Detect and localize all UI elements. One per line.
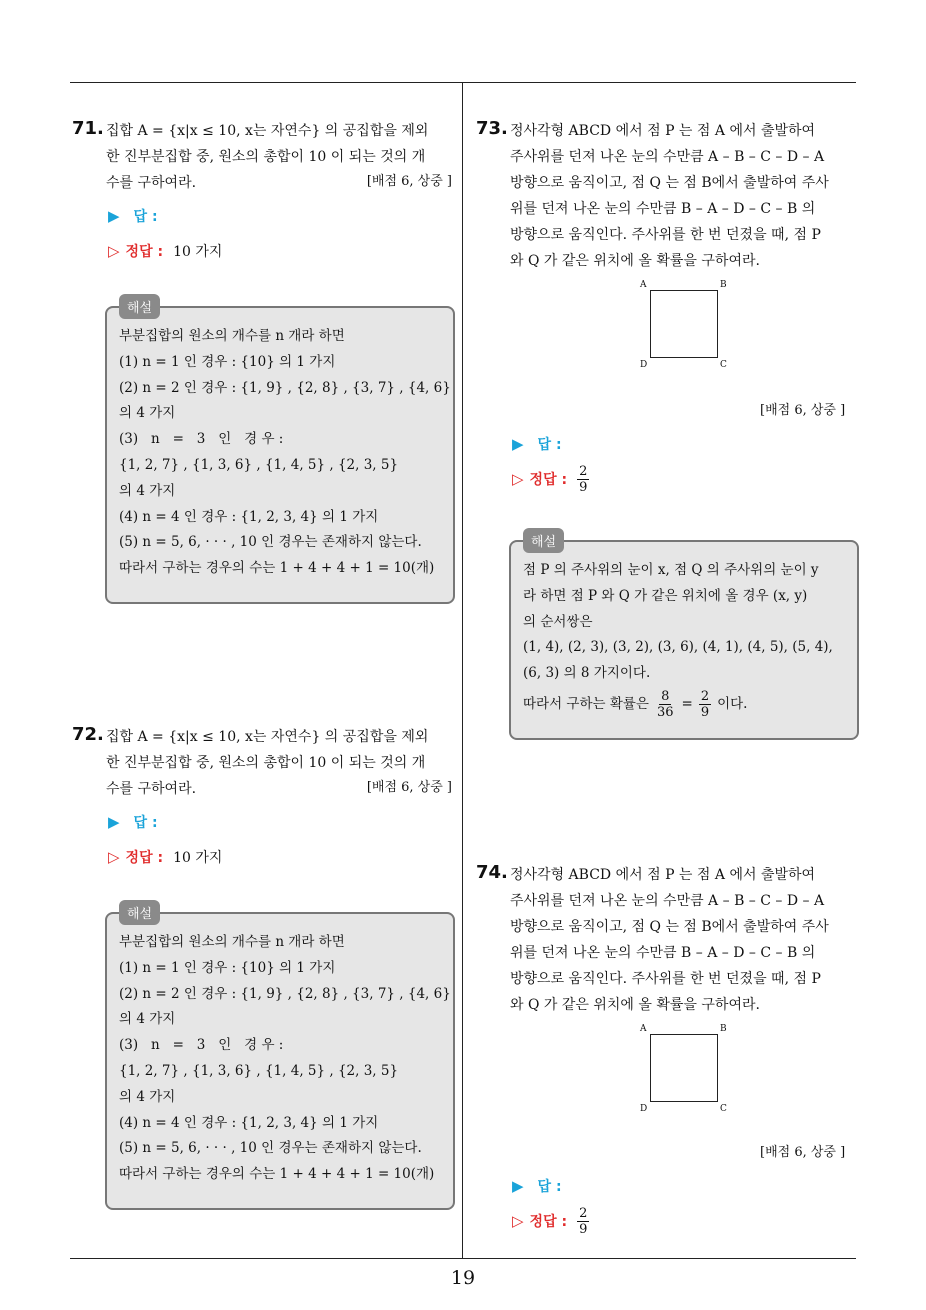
problem-line: 주사위를 던져 나온 눈의 수만큼 A – B – C – D – A bbox=[510, 149, 825, 165]
correct-answer-value: 10 가지 bbox=[173, 244, 223, 260]
problem-line: 집합 A = {x|x ≤ 10, x는 자연수} 의 공집합을 제외 bbox=[106, 729, 429, 745]
solution-final-line bbox=[523, 689, 847, 720]
score-label: [배점 6, 상중 ] bbox=[366, 780, 452, 795]
square-figure bbox=[640, 282, 736, 374]
fraction-numerator: 2 bbox=[700, 688, 710, 704]
solution-final-suffix: 이다. bbox=[717, 695, 748, 712]
solution-box bbox=[509, 535, 859, 740]
problem-number: 73. bbox=[476, 118, 508, 139]
correct-answer-label: 정답 : bbox=[125, 244, 164, 260]
solution-line: 의 4 가지 bbox=[119, 1011, 176, 1028]
solution-lines bbox=[119, 324, 451, 582]
solution-line: (5) n = 5, 6, · · · , 10 인 경우는 존재하지 않는다. bbox=[119, 534, 422, 551]
solution-line: 따라서 구하는 경우의 수는 1 + 4 + 4 + 1 = 10(개) bbox=[119, 560, 435, 577]
play-triangle-icon: ▶ bbox=[512, 1177, 524, 1195]
outline-triangle-icon: ▷ bbox=[108, 848, 120, 866]
problem-line: 한 진부분집합 중, 원소의 총합이 10 이 되는 것의 개 bbox=[106, 149, 426, 165]
solution-line: 따라서 구하는 경우의 수는 1 + 4 + 4 + 1 = 10(개) bbox=[119, 1166, 435, 1183]
fraction-numerator: 2 bbox=[579, 1206, 588, 1221]
score-label: [배점 6, 상중 ] bbox=[760, 1145, 846, 1160]
problem-number: 72. bbox=[72, 724, 104, 745]
solution-box bbox=[105, 301, 455, 604]
correct-answer-row bbox=[512, 1206, 589, 1237]
problem-line: 수를 구하여라. bbox=[106, 781, 197, 797]
problem-text bbox=[510, 118, 858, 274]
answer-label: 답 : bbox=[133, 815, 158, 831]
correct-answer-label: 정답 : bbox=[529, 1213, 568, 1230]
vertex-label: B bbox=[720, 280, 727, 290]
solution-line: (5) n = 5, 6, · · · , 10 인 경우는 존재하지 않는다. bbox=[119, 1140, 422, 1157]
solution-final-prefix: 따라서 구하는 확률은 bbox=[523, 695, 649, 712]
score-label: [배점 6, 상중 ] bbox=[760, 403, 846, 418]
problem-line: 한 진부분집합 중, 원소의 총합이 10 이 되는 것의 개 bbox=[106, 755, 426, 771]
answer-row bbox=[108, 206, 158, 226]
solution-line: (4) n = 4 인 경우 : {1, 2, 3, 4} 의 1 가지 bbox=[119, 508, 379, 525]
solution-line: 점 P 의 주사위의 눈이 x, 점 Q 의 주사위의 눈이 y bbox=[523, 562, 819, 578]
solution-line: (3) n = 3 인 경 우 : bbox=[119, 1037, 284, 1054]
fraction-denominator: 9 bbox=[579, 1222, 588, 1237]
correct-answer-row bbox=[512, 464, 589, 495]
solution-line: (6, 3) 의 8 가지이다. bbox=[523, 665, 651, 682]
solution-line: 라 하면 점 P 와 Q 가 같은 위치에 올 경우 (x, y) bbox=[523, 587, 808, 604]
fraction-numerator: 2 bbox=[579, 464, 588, 479]
solution-line: (4) n = 4 인 경우 : {1, 2, 3, 4} 의 1 가지 bbox=[119, 1114, 379, 1131]
solution-line: (3) n = 3 인 경 우 : bbox=[119, 431, 284, 448]
answer-row bbox=[512, 434, 562, 454]
solution-line: 의 4 가지 bbox=[119, 405, 176, 422]
equals-sign: = bbox=[681, 695, 693, 712]
problem-line: 정사각형 ABCD 에서 점 P 는 점 A 에서 출발하여 bbox=[510, 867, 816, 883]
solution-line: {1, 2, 7} , {1, 3, 6} , {1, 4, 5} , {2, 3, 5} bbox=[119, 1062, 399, 1079]
solution-tag: 해설 bbox=[523, 528, 564, 553]
square-shape bbox=[650, 1034, 718, 1102]
fraction-denominator: 36 bbox=[656, 704, 674, 720]
play-triangle-icon: ▶ bbox=[108, 207, 120, 225]
play-triangle-icon: ▶ bbox=[108, 813, 120, 831]
play-triangle-icon: ▶ bbox=[512, 435, 524, 453]
solution-line: 의 4 가지 bbox=[119, 482, 176, 499]
problem-line: 주사위를 던져 나온 눈의 수만큼 A – B – C – D – A bbox=[510, 893, 825, 909]
solution-line: 부분집합의 원소의 개수를 n 개라 하면 bbox=[119, 934, 345, 950]
score-label: [배점 6, 상중 ] bbox=[366, 174, 452, 189]
correct-answer-value: 10 가지 bbox=[173, 850, 223, 866]
vertex-label: D bbox=[640, 360, 648, 370]
problem-line: 방향으로 움직인다. 주사위를 한 번 던졌을 때, 점 P bbox=[510, 227, 821, 243]
solution-line: {1, 2, 7} , {1, 3, 6} , {1, 4, 5} , {2, 3, 5} bbox=[119, 456, 399, 473]
problem-line: 수를 구하여라. bbox=[106, 175, 197, 191]
solution-line: 의 4 가지 bbox=[119, 1088, 176, 1105]
footer-rule bbox=[70, 1258, 856, 1259]
header-rule bbox=[70, 82, 856, 83]
problem-line: 위를 던져 나온 눈의 수만큼 B – A – D – C – B 의 bbox=[510, 201, 816, 217]
square-figure bbox=[640, 1026, 736, 1118]
problem-text bbox=[510, 862, 858, 1018]
vertex-label: A bbox=[640, 1024, 647, 1034]
problem-line: 와 Q 가 같은 위치에 올 확률을 구하여라. bbox=[510, 997, 760, 1013]
outline-triangle-icon: ▷ bbox=[512, 1211, 524, 1230]
problem-line: 와 Q 가 같은 위치에 올 확률을 구하여라. bbox=[510, 253, 760, 269]
fraction-numerator: 8 bbox=[661, 688, 670, 704]
solution-fraction bbox=[699, 689, 711, 720]
square-shape bbox=[650, 290, 718, 358]
fraction-denominator: 9 bbox=[579, 480, 588, 495]
vertex-label: C bbox=[720, 360, 727, 370]
solution-lines bbox=[523, 558, 847, 720]
solution-line: (1, 4), (2, 3), (3, 2), (3, 6), (4, 1), (4, 5), (5, 4), bbox=[523, 639, 833, 656]
correct-answer-fraction bbox=[577, 1206, 589, 1237]
problem-line: 방향으로 움직이고, 점 Q 는 점 B에서 출발하여 주사 bbox=[510, 919, 829, 935]
outline-triangle-icon: ▷ bbox=[108, 242, 120, 260]
problem-line: 방향으로 움직인다. 주사위를 한 번 던졌을 때, 점 P bbox=[510, 971, 821, 987]
correct-answer-label: 정답 : bbox=[529, 471, 568, 488]
answer-label: 답 : bbox=[537, 437, 562, 453]
solution-fraction bbox=[655, 689, 676, 720]
problem-line: 집합 A = {x|x ≤ 10, x는 자연수} 의 공집합을 제외 bbox=[106, 123, 429, 139]
correct-answer-label: 정답 : bbox=[125, 850, 164, 866]
solution-lines bbox=[119, 930, 451, 1188]
column-divider bbox=[462, 82, 463, 1258]
solution-line: (2) n = 2 인 경우 : {1, 9} , {2, 8} , {3, 7} , {4, 6} bbox=[119, 985, 451, 1002]
outline-triangle-icon: ▷ bbox=[512, 469, 524, 488]
solution-line: (2) n = 2 인 경우 : {1, 9} , {2, 8} , {3, 7} , {4, 6} bbox=[119, 379, 451, 396]
answer-label: 답 : bbox=[133, 209, 158, 225]
answer-row bbox=[108, 812, 158, 832]
solution-tag: 해설 bbox=[119, 294, 160, 319]
solution-line: (1) n = 1 인 경우 : {10} 의 1 가지 bbox=[119, 959, 336, 976]
correct-answer-row bbox=[108, 241, 222, 261]
vertex-label: A bbox=[640, 280, 647, 290]
answer-label: 답 : bbox=[537, 1179, 562, 1195]
vertex-label: C bbox=[720, 1104, 727, 1114]
problem-line: 위를 던져 나온 눈의 수만큼 B – A – D – C – B 의 bbox=[510, 945, 816, 961]
page-number: 19 bbox=[450, 1267, 476, 1289]
solution-line: 의 순서쌍은 bbox=[523, 613, 593, 630]
problem-number: 74. bbox=[476, 862, 508, 883]
vertex-label: B bbox=[720, 1024, 727, 1034]
problem-line: 방향으로 움직이고, 점 Q 는 점 B에서 출발하여 주사 bbox=[510, 175, 829, 191]
solution-line: (1) n = 1 인 경우 : {10} 의 1 가지 bbox=[119, 353, 336, 370]
solution-line: 부분집합의 원소의 개수를 n 개라 하면 bbox=[119, 328, 345, 344]
fraction-denominator: 9 bbox=[700, 704, 710, 720]
solution-tag: 해설 bbox=[119, 900, 160, 925]
vertex-label: D bbox=[640, 1104, 648, 1114]
answer-row bbox=[512, 1176, 562, 1196]
correct-answer-row bbox=[108, 847, 222, 867]
correct-answer-fraction bbox=[577, 464, 589, 495]
problem-number: 71. bbox=[72, 118, 104, 139]
solution-box bbox=[105, 907, 455, 1210]
problem-line: 정사각형 ABCD 에서 점 P 는 점 A 에서 출발하여 bbox=[510, 123, 816, 139]
